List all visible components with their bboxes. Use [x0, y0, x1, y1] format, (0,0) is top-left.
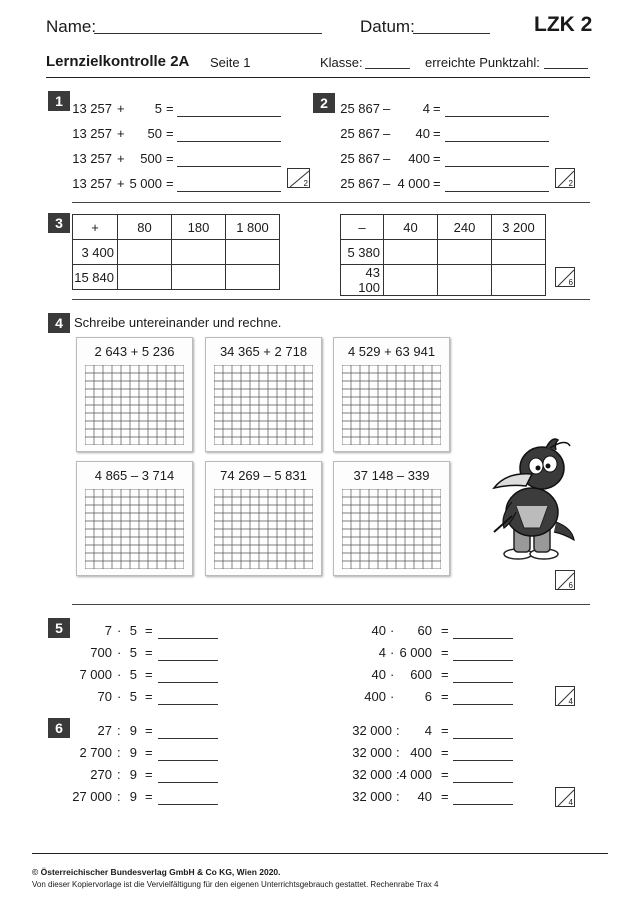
task-5-operand-a: 70 [97, 689, 112, 704]
answer-cell[interactable] [384, 240, 438, 265]
task-6-operator: : [396, 767, 400, 782]
section-divider [72, 299, 590, 300]
task-6-equals: = [145, 789, 153, 804]
subtraction-table [340, 214, 546, 296]
page-title: Lernzielkontrolle 2A [46, 53, 190, 70]
calculation-task: 74 269 – 5 831 [220, 468, 307, 483]
task-4-instruction: Schreibe untereinander und rechne. [74, 315, 282, 330]
task-5-operand-a: 7 000 [79, 667, 112, 682]
footer-copyright: © Österreichischer Bundesverlag GmbH & Co KG, Wien 2020. [32, 867, 281, 877]
column-header: 240 [438, 215, 492, 240]
task-1-operator: + [117, 101, 125, 116]
calculation-card [76, 337, 193, 452]
task-6-answer-field[interactable] [158, 782, 218, 783]
task-2-equals: = [433, 126, 441, 141]
calculation-card [76, 461, 193, 576]
task-2-operator: – [383, 101, 391, 116]
task-1-operand-b: 5 [154, 101, 162, 116]
task-5-operand-a: 40 [371, 623, 386, 638]
task-6-operand-a: 270 [90, 767, 112, 782]
task-6-operator: : [396, 745, 400, 760]
operator-cell: + [73, 215, 118, 240]
task-6-equals: = [441, 745, 449, 760]
page-number: Seite 1 [210, 55, 251, 70]
task-5-answer-field[interactable] [158, 704, 218, 705]
answer-cell[interactable] [172, 265, 226, 290]
task-6-operand-a: 32 000 [352, 723, 392, 738]
task-5-operand-a: 4 [378, 645, 386, 660]
task-6-operand-a: 32 000 [352, 789, 392, 804]
task-6-equals: = [441, 767, 449, 782]
task-3-number: 3 [48, 213, 70, 233]
task-6-equals: = [145, 767, 153, 782]
calculation-task: 37 148 – 339 [353, 468, 430, 483]
date-label: Datum: [360, 17, 415, 36]
task-5-answer-field[interactable] [158, 638, 218, 639]
task-5-operand-a: 7 [104, 623, 112, 638]
answer-cell[interactable] [118, 265, 172, 290]
answer-cell[interactable] [118, 240, 172, 265]
task-6-answer-field[interactable] [158, 804, 218, 805]
task-6-operand-b: 9 [129, 789, 137, 804]
footer-divider [32, 853, 608, 854]
date-field[interactable] [413, 33, 490, 34]
task-6-operator: : [117, 723, 121, 738]
task-6-equals: = [145, 723, 153, 738]
task-5-operator: · [117, 689, 122, 704]
row-header: 43 100 [341, 265, 384, 296]
task-2-operator: – [383, 151, 391, 166]
task-5-equals: = [441, 667, 449, 682]
task-2-number: 2 [313, 93, 335, 113]
task-5-operand-b: 6 [424, 689, 432, 704]
section-divider [72, 202, 590, 203]
task-6-equals: = [145, 745, 153, 760]
task-2-operand-a: 25 867 [340, 126, 380, 141]
task-5-score-box[interactable] [555, 686, 575, 706]
addition-table [72, 214, 280, 290]
row-header: 15 840 [73, 265, 118, 290]
task-1-answer-field[interactable] [177, 141, 281, 142]
answer-cell[interactable] [384, 265, 438, 296]
diagonal-icon [556, 687, 576, 707]
column-header: 3 200 [492, 215, 546, 240]
task-6-operand-b: 40 [417, 789, 432, 804]
calculation-task: 34 365 + 2 718 [219, 344, 308, 359]
task-5-operator: · [117, 623, 122, 638]
task-5-score-max: 4 [568, 697, 573, 706]
task-6-operator: : [117, 745, 121, 760]
operator-cell: – [341, 215, 384, 240]
answer-cell[interactable] [226, 265, 280, 290]
header-divider [46, 77, 590, 78]
task-5-answer-field[interactable] [453, 638, 513, 639]
task-1-operator: + [117, 151, 125, 166]
task-5-answer-field[interactable] [453, 704, 513, 705]
task-6-operand-a: 27 [97, 723, 112, 738]
column-header: 80 [118, 215, 172, 240]
calculation-card [333, 461, 450, 576]
task-6-operand-b: 4 [424, 723, 432, 738]
task-5-operand-a: 700 [90, 645, 112, 660]
task-1-operator: + [117, 176, 125, 191]
task-1-operand-a: 13 257 [72, 126, 112, 141]
task-6-score-box[interactable] [555, 787, 575, 807]
answer-cell[interactable] [492, 265, 546, 296]
class-field[interactable] [365, 68, 410, 69]
answer-cell[interactable] [438, 265, 492, 296]
task-6-operand-b: 9 [129, 723, 137, 738]
task-6-operator: : [117, 789, 121, 804]
task-5-operator: · [390, 667, 395, 682]
diagonal-icon [556, 169, 576, 189]
task-5-equals: = [145, 623, 153, 638]
task-6-operand-a: 27 000 [72, 789, 112, 804]
task-1-number: 1 [48, 91, 70, 111]
task-2-answer-field[interactable] [445, 141, 549, 142]
task-3-score-max: 6 [568, 278, 573, 287]
name-field[interactable] [94, 33, 322, 34]
row-header: 3 400 [73, 240, 118, 265]
answer-cell[interactable] [226, 240, 280, 265]
squared-grid[interactable] [214, 489, 313, 569]
task-1-operand-b: 50 [147, 126, 162, 141]
task-5-operand-b: 60 [417, 623, 432, 638]
test-code: LZK 2 [534, 13, 593, 36]
task-2-score-max: 2 [568, 179, 573, 188]
calculation-card [333, 337, 450, 452]
column-header: 1 800 [226, 215, 280, 240]
task-2-operator: – [383, 126, 391, 141]
task-4-number: 4 [48, 313, 70, 333]
task-5-equals: = [145, 645, 153, 660]
squared-grid[interactable] [85, 365, 184, 445]
task-6-operand-a: 32 000 [352, 767, 392, 782]
task-5-operand-b: 5 [129, 689, 137, 704]
answer-cell[interactable] [172, 240, 226, 265]
task-1-equals: = [166, 176, 174, 191]
task-4-score-box[interactable] [555, 570, 575, 590]
row-header: 5 380 [341, 240, 384, 265]
squared-grid[interactable] [342, 365, 441, 445]
task-5-equals: = [441, 645, 449, 660]
task-6-equals: = [441, 789, 449, 804]
task-6-operand-a: 2 700 [79, 745, 112, 760]
task-2-answer-field[interactable] [445, 191, 549, 192]
calculation-task: 2 643 + 5 236 [94, 344, 175, 359]
calculation-task: 4 865 – 3 714 [94, 468, 175, 483]
task-6-answer-field[interactable] [453, 804, 513, 805]
task-1-answer-field[interactable] [177, 116, 281, 117]
task-5-answer-field[interactable] [453, 682, 513, 683]
task-6-answer-field[interactable] [453, 738, 513, 739]
task-5-operand-b: 5 [129, 667, 137, 682]
points-label: erreichte Punktzahl: [425, 55, 540, 70]
task-2-operand-a: 25 867 [340, 151, 380, 166]
task-5-equals: = [441, 623, 449, 638]
task-5-operator: · [117, 667, 122, 682]
task-2-equals: = [433, 151, 441, 166]
task-6-answer-field[interactable] [453, 760, 513, 761]
answer-cell[interactable] [438, 240, 492, 265]
task-1-operand-a: 13 257 [72, 151, 112, 166]
task-6-operand-b: 400 [410, 745, 432, 760]
task-6-operator: : [396, 789, 400, 804]
task-6-answer-field[interactable] [453, 782, 513, 783]
task-2-answer-field[interactable] [445, 166, 549, 167]
column-header: 180 [172, 215, 226, 240]
task-1-operand-a: 13 257 [72, 176, 112, 191]
task-5-operand-b: 600 [410, 667, 432, 682]
squared-grid[interactable] [342, 489, 441, 569]
task-2-operand-b: 4 000 [397, 176, 430, 191]
task-5-operator: · [390, 689, 395, 704]
points-field[interactable] [544, 68, 588, 69]
squared-grid[interactable] [85, 489, 184, 569]
task-6-score-max: 4 [568, 798, 573, 807]
task-5-equals: = [145, 689, 153, 704]
task-2-operand-b: 40 [415, 126, 430, 141]
task-1-operand-b: 500 [140, 151, 162, 166]
task-2-operand-b: 400 [408, 151, 430, 166]
task-5-operand-a: 40 [371, 667, 386, 682]
task-2-operand-b: 4 [422, 101, 430, 116]
task-6-operand-b: 4 000 [399, 767, 432, 782]
task-1-score-box[interactable] [287, 168, 310, 188]
task-2-score-box[interactable] [555, 168, 575, 188]
column-header: 40 [384, 215, 438, 240]
task-6-operand-b: 9 [129, 745, 137, 760]
task-6-answer-field[interactable] [158, 760, 218, 761]
squared-grid[interactable] [214, 365, 313, 445]
task-6-equals: = [441, 723, 449, 738]
task-1-score-max: 2 [303, 179, 308, 188]
task-5-answer-field[interactable] [453, 660, 513, 661]
task-2-operand-a: 25 867 [340, 101, 380, 116]
task-5-answer-field[interactable] [158, 660, 218, 661]
task-5-number: 5 [48, 618, 70, 638]
task-1-operand-a: 13 257 [72, 101, 112, 116]
calculation-task: 4 529 + 63 941 [347, 344, 436, 359]
task-6-operator: : [396, 723, 400, 738]
task-1-equals: = [166, 151, 174, 166]
task-5-operand-b: 6 000 [399, 645, 432, 660]
task-2-equals: = [433, 101, 441, 116]
diagonal-icon [556, 268, 576, 288]
task-6-operand-a: 32 000 [352, 745, 392, 760]
task-5-equals: = [441, 689, 449, 704]
diagonal-icon [556, 788, 576, 808]
task-5-answer-field[interactable] [158, 682, 218, 683]
task-5-operator: · [390, 623, 395, 638]
task-1-equals: = [166, 101, 174, 116]
calculation-card [205, 337, 322, 452]
task-4-score-max: 6 [568, 581, 573, 590]
name-label: Name: [46, 17, 97, 36]
task-6-answer-field[interactable] [158, 738, 218, 739]
task-5-operator: · [390, 645, 395, 660]
task-2-operand-a: 25 867 [340, 176, 380, 191]
section-divider [72, 604, 590, 605]
calculation-card [205, 461, 322, 576]
task-5-operand-b: 5 [129, 623, 137, 638]
task-1-answer-field[interactable] [177, 191, 281, 192]
footer-note: Von dieser Kopiervorlage ist die Vervielfältigung für den eigenen Unterrichtsgebrauch gestattet. Rechenrabe Trax 4 [32, 880, 439, 889]
task-1-answer-field[interactable] [177, 166, 281, 167]
task-5-operator: · [117, 645, 122, 660]
task-2-equals: = [433, 176, 441, 191]
diagonal-icon [556, 571, 576, 591]
task-3-score-box[interactable] [555, 267, 575, 287]
task-1-operator: + [117, 126, 125, 141]
task-1-operand-b: 5 000 [129, 176, 162, 191]
task-5-equals: = [145, 667, 153, 682]
task-2-answer-field[interactable] [445, 116, 549, 117]
task-6-operator: : [117, 767, 121, 782]
task-5-operand-b: 5 [129, 645, 137, 660]
task-6-operand-b: 9 [129, 767, 137, 782]
task-5-operand-a: 400 [364, 689, 386, 704]
class-label: Klasse: [320, 55, 363, 70]
raven-mascot-icon [486, 436, 578, 564]
task-2-operator: – [383, 176, 391, 191]
answer-cell[interactable] [492, 240, 546, 265]
task-6-number: 6 [48, 718, 70, 738]
task-1-equals: = [166, 126, 174, 141]
